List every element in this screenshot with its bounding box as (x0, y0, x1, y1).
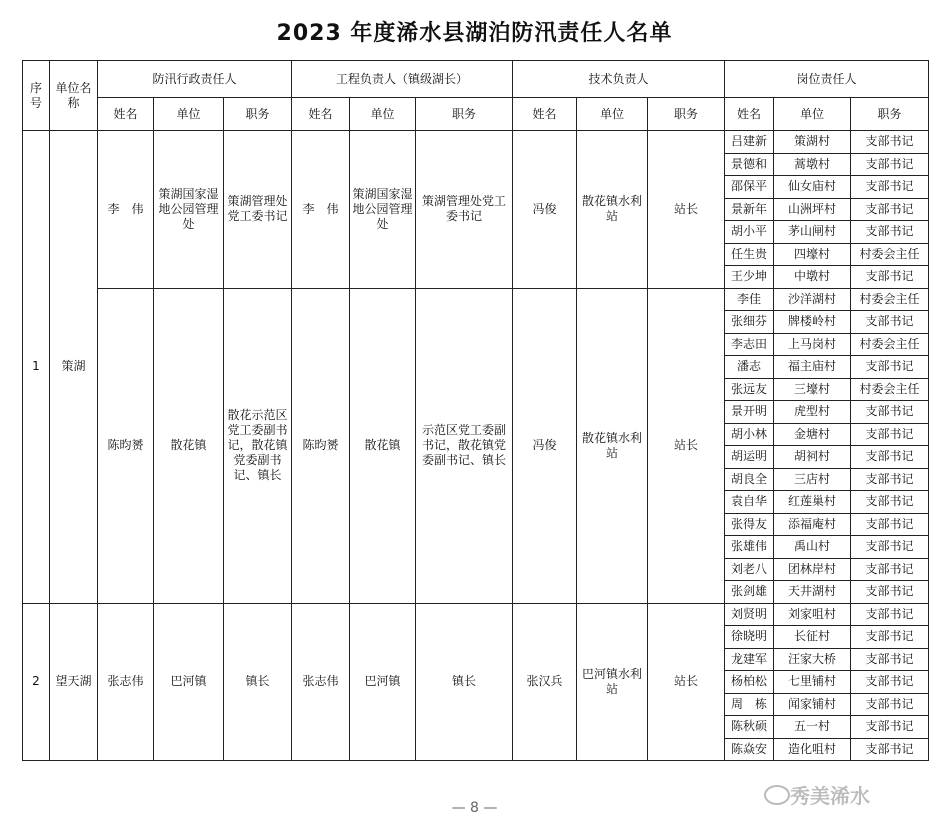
post-name-cell: 景开明 (725, 401, 774, 424)
post-unit-cell: 蒿墩村 (774, 153, 851, 176)
tech-unit-cell: 散花镇水利站 (577, 288, 648, 603)
post-duty-cell: 支部书记 (851, 558, 929, 581)
lake-name-cell: 望天湖 (50, 603, 98, 761)
post-name-cell: 任生贵 (725, 243, 774, 266)
post-unit-cell: 三壕村 (774, 378, 851, 401)
post-duty-cell: 村委会主任 (851, 288, 929, 311)
post-duty-cell: 支部书记 (851, 716, 929, 739)
tech-name-cell: 冯俊 (513, 131, 577, 289)
tech-unit-cell: 巴河镇水利站 (577, 603, 648, 761)
post-name-cell: 张雄伟 (725, 536, 774, 559)
post-unit-cell: 汪家大桥 (774, 648, 851, 671)
post-name-cell: 张得友 (725, 513, 774, 536)
header-duty: 职务 (648, 98, 725, 131)
post-unit-cell: 山洲坪村 (774, 198, 851, 221)
header-name: 姓名 (98, 98, 154, 131)
post-duty-cell: 支部书记 (851, 603, 929, 626)
post-name-cell: 胡小平 (725, 221, 774, 244)
post-name-cell: 李佳 (725, 288, 774, 311)
post-unit-cell: 虎型村 (774, 401, 851, 424)
post-name-cell: 胡运明 (725, 446, 774, 469)
post-unit-cell: 刘家咀村 (774, 603, 851, 626)
seq-cell: 1 (23, 131, 50, 604)
tech-unit-cell: 散花镇水利站 (577, 131, 648, 289)
post-duty-cell: 支部书记 (851, 221, 929, 244)
post-unit-cell: 七里铺村 (774, 671, 851, 694)
header-post: 岗位责任人 (725, 61, 929, 98)
eng-duty-cell: 策湖管理处党工委书记 (416, 131, 513, 289)
header-admin: 防汛行政责任人 (98, 61, 292, 98)
header-duty: 职务 (851, 98, 929, 131)
header-duty: 职务 (416, 98, 513, 131)
post-duty-cell: 支部书记 (851, 153, 929, 176)
post-unit-cell: 中墩村 (774, 266, 851, 289)
post-unit-cell: 团林岸村 (774, 558, 851, 581)
admin-unit-cell: 策湖国家湿地公园管理处 (154, 131, 224, 289)
post-name-cell: 潘志 (725, 356, 774, 379)
post-name-cell: 徐晓明 (725, 626, 774, 649)
watermark: 秀美浠水 (790, 784, 870, 808)
header-unit: 单位 (154, 98, 224, 131)
eng-name-cell: 李 伟 (292, 131, 350, 289)
post-name-cell: 景新年 (725, 198, 774, 221)
responsibility-table (22, 60, 929, 761)
post-duty-cell: 支部书记 (851, 468, 929, 491)
post-name-cell: 王少坤 (725, 266, 774, 289)
header-unit-name: 单位名称 (50, 61, 98, 131)
post-duty-cell: 支部书记 (851, 536, 929, 559)
post-unit-cell: 福主庙村 (774, 356, 851, 379)
post-unit-cell: 四壕村 (774, 243, 851, 266)
post-duty-cell: 支部书记 (851, 491, 929, 514)
eng-duty-cell: 示范区党工委副书记，散花镇党委副书记、镇长 (416, 288, 513, 603)
post-duty-cell: 支部书记 (851, 693, 929, 716)
post-duty-cell: 支部书记 (851, 738, 929, 761)
page-title: 2023 年度浠水县湖泊防汛责任人名单 (276, 21, 673, 46)
post-unit-cell: 策湖村 (774, 131, 851, 154)
tech-duty-cell: 站长 (648, 603, 725, 761)
post-duty-cell: 支部书记 (851, 266, 929, 289)
post-duty-cell: 支部书记 (851, 423, 929, 446)
lake-name-cell: 策湖 (50, 131, 98, 604)
post-unit-cell: 长征村 (774, 626, 851, 649)
tech-name-cell: 张汉兵 (513, 603, 577, 761)
post-duty-cell: 支部书记 (851, 626, 929, 649)
post-duty-cell: 支部书记 (851, 356, 929, 379)
header-duty: 职务 (224, 98, 292, 131)
post-unit-cell: 红莲巢村 (774, 491, 851, 514)
post-name-cell: 景德和 (725, 153, 774, 176)
post-name-cell: 杨柏松 (725, 671, 774, 694)
page-number: — 8 — (451, 800, 498, 816)
post-unit-cell: 沙洋湖村 (774, 288, 851, 311)
admin-duty-cell: 镇长 (224, 603, 292, 761)
post-unit-cell: 禹山村 (774, 536, 851, 559)
eng-unit-cell: 散花镇 (350, 288, 416, 603)
post-unit-cell: 五一村 (774, 716, 851, 739)
header-name: 姓名 (292, 98, 350, 131)
post-name-cell: 刘老八 (725, 558, 774, 581)
table-row (23, 603, 929, 626)
post-name-cell: 张细芬 (725, 311, 774, 334)
post-duty-cell: 支部书记 (851, 311, 929, 334)
eng-duty-cell: 镇长 (416, 603, 513, 761)
post-unit-cell: 闻家铺村 (774, 693, 851, 716)
post-unit-cell: 天井湖村 (774, 581, 851, 604)
post-name-cell: 陈秋硕 (725, 716, 774, 739)
admin-unit-cell: 散花镇 (154, 288, 224, 603)
post-duty-cell: 村委会主任 (851, 243, 929, 266)
tech-duty-cell: 站长 (648, 131, 725, 289)
post-name-cell: 张远友 (725, 378, 774, 401)
post-duty-cell: 支部书记 (851, 198, 929, 221)
post-name-cell: 张剑雄 (725, 581, 774, 604)
header-name: 姓名 (725, 98, 774, 131)
header-unit: 单位 (350, 98, 416, 131)
admin-unit-cell: 巴河镇 (154, 603, 224, 761)
post-unit-cell: 造化咀村 (774, 738, 851, 761)
header-engineering: 工程负责人（镇级湖长） (292, 61, 513, 98)
header-row-2 (23, 98, 929, 131)
tech-duty-cell: 站长 (648, 288, 725, 603)
post-unit-cell: 三店村 (774, 468, 851, 491)
post-duty-cell: 支部书记 (851, 671, 929, 694)
post-name-cell: 周 栋 (725, 693, 774, 716)
post-duty-cell: 支部书记 (851, 648, 929, 671)
eng-unit-cell: 巴河镇 (350, 603, 416, 761)
post-name-cell: 邵保平 (725, 176, 774, 199)
header-tech: 技术负责人 (513, 61, 725, 98)
post-unit-cell: 茅山闸村 (774, 221, 851, 244)
post-name-cell: 陈焱安 (725, 738, 774, 761)
post-unit-cell: 添福庵村 (774, 513, 851, 536)
admin-duty-cell: 散花示范区党工委副书记，散花镇党委副书记、镇长 (224, 288, 292, 603)
post-duty-cell: 支部书记 (851, 446, 929, 469)
post-duty-cell: 支部书记 (851, 581, 929, 604)
header-name: 姓名 (513, 98, 577, 131)
post-name-cell: 胡小林 (725, 423, 774, 446)
admin-name-cell: 张志伟 (98, 603, 154, 761)
header-unit: 单位 (774, 98, 851, 131)
header-unit: 单位 (577, 98, 648, 131)
table-row (23, 288, 929, 311)
post-unit-cell: 金塘村 (774, 423, 851, 446)
post-name-cell: 吕建新 (725, 131, 774, 154)
post-duty-cell: 支部书记 (851, 513, 929, 536)
post-unit-cell: 牌楼岭村 (774, 311, 851, 334)
post-name-cell: 李志田 (725, 333, 774, 356)
post-unit-cell: 上马岗村 (774, 333, 851, 356)
post-name-cell: 袁自华 (725, 491, 774, 514)
eng-name-cell: 陈昀赟 (292, 288, 350, 603)
post-name-cell: 刘贤明 (725, 603, 774, 626)
admin-name-cell: 陈昀赟 (98, 288, 154, 603)
eng-name-cell: 张志伟 (292, 603, 350, 761)
post-duty-cell: 支部书记 (851, 176, 929, 199)
seq-cell: 2 (23, 603, 50, 761)
tech-name-cell: 冯俊 (513, 288, 577, 603)
header-row-1 (23, 61, 929, 98)
post-unit-cell: 仙女庙村 (774, 176, 851, 199)
post-unit-cell: 胡祠村 (774, 446, 851, 469)
post-duty-cell: 支部书记 (851, 401, 929, 424)
eng-unit-cell: 策湖国家湿地公园管理处 (350, 131, 416, 289)
post-name-cell: 胡良全 (725, 468, 774, 491)
post-duty-cell: 支部书记 (851, 131, 929, 154)
post-duty-cell: 村委会主任 (851, 378, 929, 401)
table-row (23, 131, 929, 154)
header-seq: 序号 (23, 61, 50, 131)
post-duty-cell: 村委会主任 (851, 333, 929, 356)
admin-name-cell: 李 伟 (98, 131, 154, 289)
admin-duty-cell: 策湖管理处党工委书记 (224, 131, 292, 289)
post-name-cell: 龙建军 (725, 648, 774, 671)
